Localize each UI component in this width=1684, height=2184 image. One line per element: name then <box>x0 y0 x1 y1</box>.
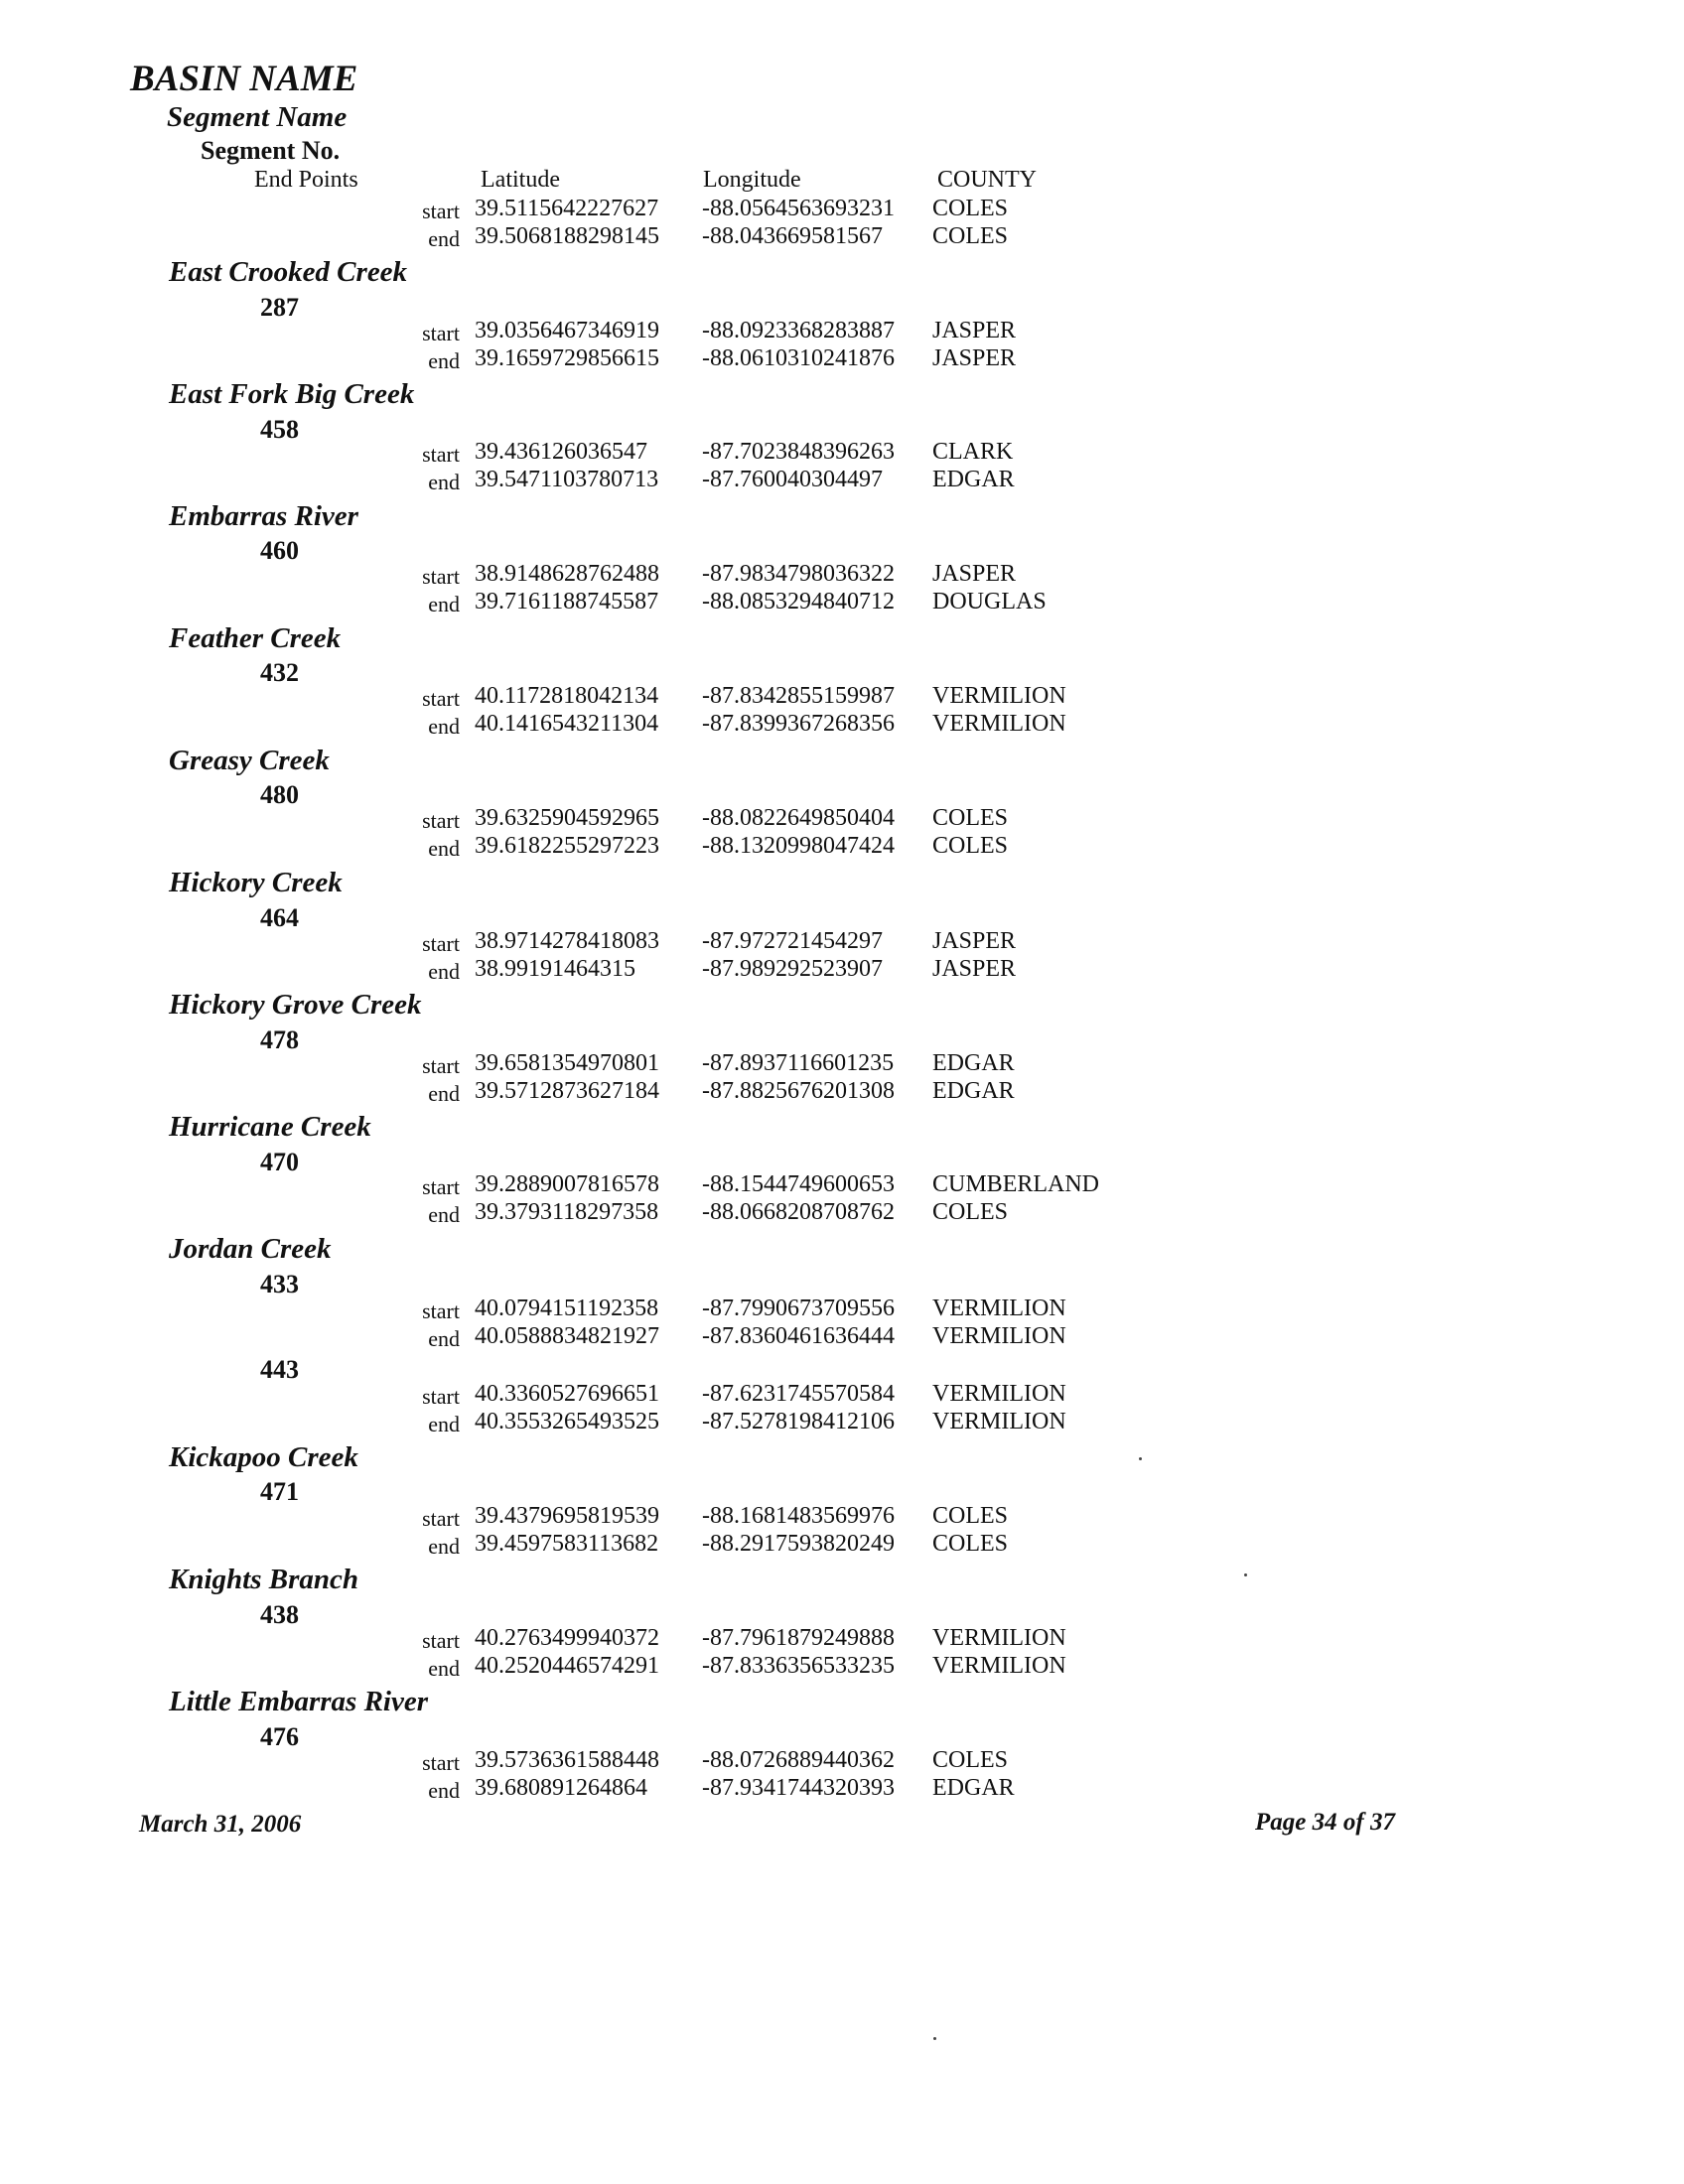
endpoint-row <box>0 1050 1684 1078</box>
endpoint-row <box>0 1078 1684 1106</box>
latitude-cell: 40.3360527696651 <box>475 1381 659 1407</box>
endpoint-type: start <box>422 686 460 711</box>
endpoint-row <box>0 223 1684 251</box>
county-cell: VERMILION <box>932 1381 1066 1407</box>
endpoint-type: start <box>422 199 460 223</box>
endpoint-type: end <box>428 1081 460 1106</box>
segment-name-heading: Segment Name <box>167 101 348 133</box>
endpoint-row <box>0 196 1684 223</box>
segment-name: Feather Creek <box>169 622 342 654</box>
scan-speck <box>933 2037 936 2040</box>
segment-number: 460 <box>260 536 299 565</box>
segment-name: Greasy Creek <box>169 745 330 776</box>
county-cell: VERMILION <box>932 1653 1066 1679</box>
latitude-cell: 39.7161188745587 <box>475 589 659 614</box>
longitude-cell: -88.0668208708762 <box>702 1199 895 1225</box>
endpoint-row <box>0 1323 1684 1351</box>
segment-number: 287 <box>260 293 299 322</box>
latitude-cell: 40.0794151192358 <box>475 1296 659 1321</box>
endpoint-row <box>0 805 1684 833</box>
county-cell: JASPER <box>932 561 1017 587</box>
latitude-cell: 39.5736361588448 <box>475 1747 659 1773</box>
footer-page-number: Page 34 of 37 <box>1255 1809 1395 1836</box>
county-cell: JASPER <box>932 956 1017 982</box>
county-cell: COLES <box>932 223 1009 249</box>
longitude-cell: -87.989292523907 <box>702 956 883 982</box>
endpoint-row <box>0 1409 1684 1436</box>
segment-name: Embarras River <box>169 500 358 532</box>
county-cell: COLES <box>932 833 1009 859</box>
longitude-cell: -87.6231745570584 <box>702 1381 895 1407</box>
county-cell: VERMILION <box>932 683 1066 709</box>
basin-name-heading: BASIN NAME <box>130 59 358 99</box>
endpoint-row <box>0 956 1684 984</box>
segment-name: Jordan Creek <box>169 1233 332 1265</box>
county-cell: COLES <box>932 805 1009 831</box>
endpoint-type: start <box>422 1506 460 1531</box>
endpoint-type: end <box>428 1534 460 1559</box>
scan-speck <box>1244 1573 1247 1576</box>
endpoint-row <box>0 467 1684 494</box>
endpoint-type: end <box>428 1656 460 1681</box>
latitude-cell: 39.5471103780713 <box>475 467 659 492</box>
segment-name: Kickapoo Creek <box>169 1441 358 1473</box>
endpoint-type: end <box>428 592 460 616</box>
county-cell: VERMILION <box>932 1625 1066 1651</box>
segment-number: 443 <box>260 1355 299 1384</box>
segment-name: Hurricane Creek <box>169 1111 371 1143</box>
latitude-cell: 40.1416543211304 <box>475 711 659 737</box>
county-cell: COLES <box>932 1199 1009 1225</box>
endpoint-type: start <box>422 808 460 833</box>
endpoint-row <box>0 1503 1684 1531</box>
endpoint-row <box>0 439 1684 467</box>
county-cell: COLES <box>932 1747 1009 1773</box>
endpoint-row <box>0 1625 1684 1653</box>
county-cell: CUMBERLAND <box>932 1171 1100 1197</box>
latitude-cell: 39.0356467346919 <box>475 318 659 343</box>
county-cell: COLES <box>932 1503 1009 1529</box>
latitude-cell: 39.436126036547 <box>475 439 647 465</box>
latitude-cell: 40.2520446574291 <box>475 1653 659 1679</box>
endpoint-row <box>0 1653 1684 1681</box>
longitude-cell: -88.0822649850404 <box>702 805 895 831</box>
longitude-cell: -87.8336356533235 <box>702 1653 895 1679</box>
segment-name: Hickory Grove Creek <box>169 989 422 1021</box>
endpoint-type: end <box>428 226 460 251</box>
endpoint-row <box>0 561 1684 589</box>
county-cell: VERMILION <box>932 711 1066 737</box>
endpoint-type: start <box>422 321 460 345</box>
county-cell: JASPER <box>932 318 1017 343</box>
endpoint-type: end <box>428 836 460 861</box>
latitude-cell: 39.6581354970801 <box>475 1050 659 1076</box>
latitude-cell: 40.3553265493525 <box>475 1409 659 1434</box>
endpoint-row <box>0 589 1684 616</box>
county-cell: COLES <box>932 196 1009 221</box>
segment-number: 476 <box>260 1722 299 1751</box>
longitude-cell: -87.8360461636444 <box>702 1323 895 1349</box>
latitude-cell: 40.1172818042134 <box>475 683 659 709</box>
segment-name: East Crooked Creek <box>169 256 408 288</box>
county-cell: VERMILION <box>932 1296 1066 1321</box>
endpoint-type: start <box>422 1628 460 1653</box>
endpoint-row <box>0 1775 1684 1803</box>
scan-speck <box>1139 1457 1142 1460</box>
latitude-cell: 39.5115642227627 <box>475 196 659 221</box>
county-cell: COLES <box>932 1531 1009 1557</box>
latitude-cell: 39.4379695819539 <box>475 1503 659 1529</box>
segment-number: 471 <box>260 1477 299 1506</box>
latitude-cell: 38.9714278418083 <box>475 928 659 954</box>
endpoint-type: start <box>422 1298 460 1323</box>
longitude-cell: -88.0923368283887 <box>702 318 895 343</box>
latitude-cell: 40.0588834821927 <box>475 1323 659 1349</box>
segment-number: 470 <box>260 1148 299 1176</box>
latitude-cell: 39.5712873627184 <box>475 1078 659 1104</box>
endpoint-type: start <box>422 931 460 956</box>
county-cell: EDGAR <box>932 467 1015 492</box>
endpoint-type: end <box>428 470 460 494</box>
segment-name: Little Embarras River <box>169 1686 428 1717</box>
county-cell: EDGAR <box>932 1050 1015 1076</box>
endpoint-type: end <box>428 1412 460 1436</box>
longitude-cell: -87.8937116601235 <box>702 1050 895 1076</box>
longitude-cell: -87.7990673709556 <box>702 1296 895 1321</box>
longitude-cell: -87.8399367268356 <box>702 711 895 737</box>
longitude-cell: -87.8825676201308 <box>702 1078 895 1104</box>
longitude-cell: -88.1681483569976 <box>702 1503 895 1529</box>
longitude-cell: -87.972721454297 <box>702 928 883 954</box>
endpoint-type: start <box>422 1053 460 1078</box>
county-cell: DOUGLAS <box>932 589 1047 614</box>
endpoint-row <box>0 928 1684 956</box>
latitude-cell: 39.3793118297358 <box>475 1199 659 1225</box>
latitude-cell: 38.9148628762488 <box>475 561 659 587</box>
longitude-cell: -87.9834798036322 <box>702 561 895 587</box>
longitude-cell: -88.2917593820249 <box>702 1531 895 1557</box>
county-cell: VERMILION <box>932 1409 1066 1434</box>
endpoint-type: start <box>422 564 460 589</box>
latitude-cell: 39.4597583113682 <box>475 1531 659 1557</box>
latitude-cell: 39.1659729856615 <box>475 345 659 371</box>
endpoint-type: end <box>428 714 460 739</box>
endpoint-type: end <box>428 348 460 373</box>
endpoint-row <box>0 1531 1684 1559</box>
segment-number: 480 <box>260 780 299 809</box>
endpoint-row <box>0 318 1684 345</box>
county-cell: EDGAR <box>932 1078 1015 1104</box>
longitude-cell: -87.760040304497 <box>702 467 883 492</box>
longitude-cell: -88.0726889440362 <box>702 1747 895 1773</box>
segment-number: 478 <box>260 1025 299 1054</box>
county-cell: EDGAR <box>932 1775 1015 1801</box>
endpoint-type: end <box>428 1326 460 1351</box>
longitude-cell: -87.9341744320393 <box>702 1775 895 1801</box>
latitude-cell: 39.680891264864 <box>475 1775 647 1801</box>
latitude-cell: 39.6325904592965 <box>475 805 659 831</box>
segment-name: Hickory Creek <box>169 867 343 898</box>
endpoint-type: end <box>428 1778 460 1803</box>
longitude-cell: -87.5278198412106 <box>702 1409 895 1434</box>
latitude-cell: 39.5068188298145 <box>475 223 659 249</box>
latitude-cell: 40.2763499940372 <box>475 1625 659 1651</box>
longitude-cell: -87.7023848396263 <box>702 439 895 465</box>
latitude-cell: 38.99191464315 <box>475 956 635 982</box>
longitude-cell: -87.8342855159987 <box>702 683 895 709</box>
endpoint-type: start <box>422 1384 460 1409</box>
endpoint-row <box>0 345 1684 373</box>
segment-number: 458 <box>260 415 299 444</box>
endpoint-row <box>0 1171 1684 1199</box>
segment-number: 432 <box>260 658 299 687</box>
segment-name: Knights Branch <box>169 1564 359 1595</box>
county-column-header: COUNTY <box>937 167 1037 193</box>
endpoint-row <box>0 1199 1684 1227</box>
county-cell: CLARK <box>932 439 1014 465</box>
latitude-column-header: Latitude <box>481 167 560 193</box>
endpoint-row <box>0 833 1684 861</box>
longitude-cell: -87.7961879249888 <box>702 1625 895 1651</box>
longitude-cell: -88.0564563693231 <box>702 196 895 221</box>
segment-number: 433 <box>260 1270 299 1298</box>
longitude-cell: -88.0853294840712 <box>702 589 895 614</box>
segment-number: 464 <box>260 903 299 932</box>
endpoint-type: end <box>428 959 460 984</box>
latitude-cell: 39.6182255297223 <box>475 833 659 859</box>
endpoint-row <box>0 683 1684 711</box>
segment-name: East Fork Big Creek <box>169 378 415 410</box>
endpoint-row <box>0 1747 1684 1775</box>
endpoint-row <box>0 711 1684 739</box>
endpoint-row <box>0 1296 1684 1323</box>
endpoint-type: start <box>422 1174 460 1199</box>
end-points-column-header: End Points <box>254 167 358 193</box>
county-cell: JASPER <box>932 928 1017 954</box>
endpoint-type: start <box>422 442 460 467</box>
endpoint-row <box>0 1381 1684 1409</box>
longitude-cell: -88.043669581567 <box>702 223 883 249</box>
longitude-cell: -88.0610310241876 <box>702 345 895 371</box>
longitude-column-header: Longitude <box>703 167 801 193</box>
footer-date: March 31, 2006 <box>139 1811 302 1838</box>
latitude-cell: 39.2889007816578 <box>475 1171 659 1197</box>
segment-number: 438 <box>260 1600 299 1629</box>
longitude-cell: -88.1544749600653 <box>702 1171 895 1197</box>
longitude-cell: -88.1320998047424 <box>702 833 895 859</box>
county-cell: VERMILION <box>932 1323 1066 1349</box>
segment-no-heading: Segment No. <box>201 136 341 165</box>
endpoint-type: start <box>422 1750 460 1775</box>
county-cell: JASPER <box>932 345 1017 371</box>
endpoint-type: end <box>428 1202 460 1227</box>
